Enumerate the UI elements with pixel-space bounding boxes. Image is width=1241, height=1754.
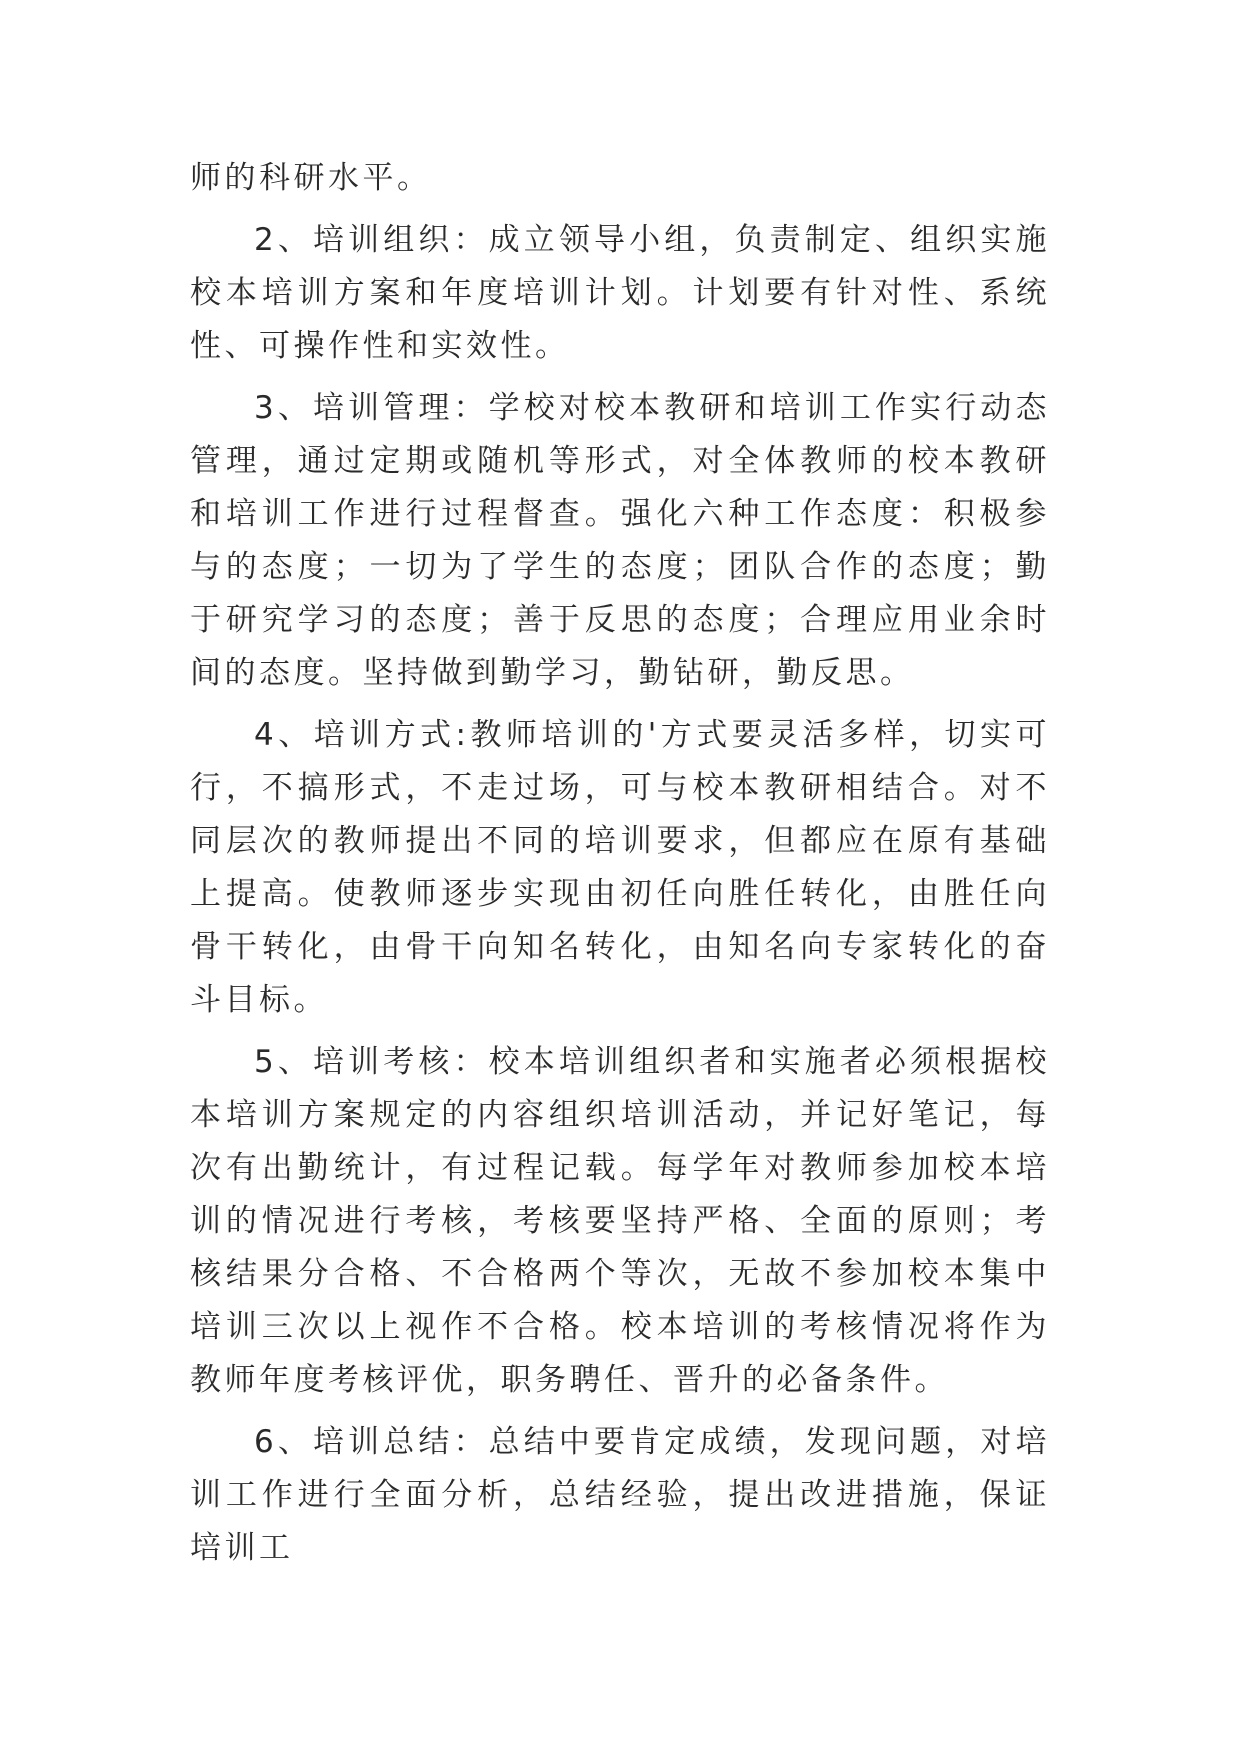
paragraph-continuation: 师的科研水平。 <box>190 160 432 196</box>
paragraph-training-summary: 6、培训总结：总结中要肯定成绩，发现问题，对培训工作进行全面分析，总结经验，提出改进措施，保证培训工 <box>190 1424 1050 1566</box>
document-body <box>190 152 1050 1584</box>
paragraph-training-management: 3、培训管理：学校对校本教研和培训工作实行动态管理，通过定期或随机等形式，对全体教师的校本教研和培训工作进行过程督查。强化六种工作态度：积极参与的态度；一切为了学生的态度；团队合作的态度；勤于研究学习的态度；善于反思的态度；合理应用业余时间的态度。坚持做到勤学习，勤钻研，勤反思。 <box>190 390 1050 691</box>
paragraph-training-assessment: 5、培训考核：校本培训组织者和实施者必须根据校本培训方案规定的内容组织培训活动，并记好笔记，每次有出勤统计，有过程记载。每学年对教师参加校本培训的情况进行考核，考核要坚持严格、全面的原则；考核结果分合格、不合格两个等次，无故不参加校本集中培训三次以上视作不合格。校本培训的考核情况将作为教师年度考核评优，职务聘任、晋升的必备条件。 <box>190 1044 1050 1398</box>
paragraph-training-organization: 2、培训组织：成立领导小组，负责制定、组织实施校本培训方案和年度培训计划。计划要有针对性、系统性、可操作性和实效性。 <box>190 222 1050 364</box>
paragraph-training-method: 4、培训方式:教师培训的'方式要灵活多样，切实可行，不搞形式，不走过场，可与校本教研相结合。对不同层次的教师提出不同的培训要求，但都应在原有基础上提高。使教师逐步实现由初任向胜任转化，由胜任向骨干转化，由骨干向知名转化，由知名向专家转化的奋斗目标。 <box>190 717 1050 1018</box>
